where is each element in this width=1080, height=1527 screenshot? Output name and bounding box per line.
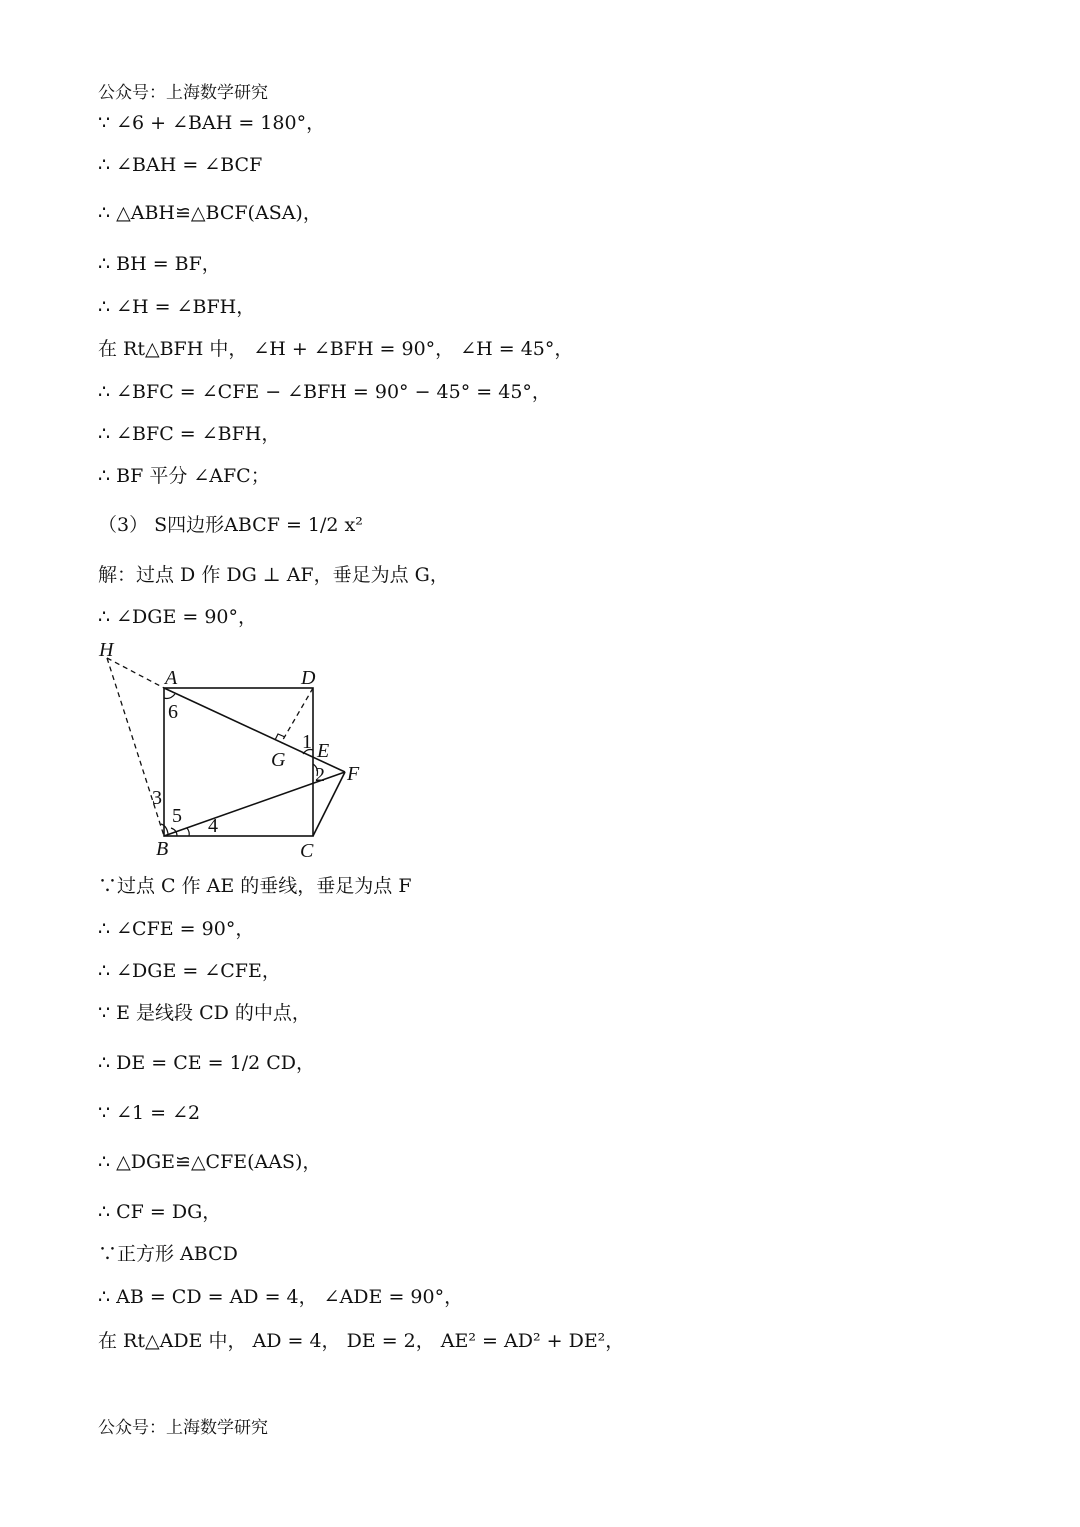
- segment-ha: [107, 658, 164, 688]
- angle-label-4: 4: [208, 815, 218, 837]
- square-diagram-svg: [95, 636, 375, 866]
- page-header: 公众号：上海数学研究: [98, 83, 268, 103]
- label-point-e: E: [317, 740, 330, 762]
- angle-label-6: 6: [168, 701, 178, 723]
- text-line: ∴ ∠BFC = ∠CFE − ∠BFH = 90° − 45° = 45°，: [98, 381, 551, 403]
- angle-label-1: 1: [302, 731, 312, 753]
- label-point-b: B: [156, 838, 169, 860]
- text-line: ∴ ∠DGE = 90°，: [98, 606, 258, 628]
- text-line: ∵ E 是线段 CD 的中点，: [98, 1002, 311, 1024]
- angle-label-2: 2: [315, 764, 325, 786]
- geometry-figure: [95, 636, 375, 866]
- text-line: ∴ AB = CD = AD = 4， ∠ADE = 90°，: [98, 1286, 464, 1308]
- text-line: ∴ ∠CFE = 90°，: [98, 918, 255, 940]
- text-line: （3） S四边形ABCF = 1/2 x²: [98, 514, 363, 536]
- angle-label-3: 3: [152, 787, 162, 809]
- text-line: ∴ △DGE≌△CFE(AAS)，: [98, 1151, 322, 1173]
- segment-hb: [107, 658, 164, 836]
- text-line: ∴ ∠BFC = ∠BFH，: [98, 423, 281, 445]
- label-point-h: H: [99, 639, 114, 661]
- text-line: ∵ ∠1 = ∠2: [98, 1102, 201, 1124]
- right-angle-mark: [275, 734, 285, 740]
- text-line: 解：过点 D 作 DG ⊥ AF，垂足为点 G，: [98, 564, 449, 586]
- page-footer: 公众号：上海数学研究: [98, 1418, 268, 1438]
- angle-arc-6: [164, 694, 175, 699]
- text-line: 在 Rt△BFH 中， ∠H + ∠BFH = 90°， ∠H = 45°，: [98, 338, 574, 360]
- text-line: ∴ ∠DGE = ∠CFE，: [98, 960, 281, 982]
- text-line: 在 Rt△ADE 中， AD = 4， DE = 2， AE² = AD² + DE²，: [98, 1330, 625, 1352]
- text-line: ∴ △ABH≌△BCF(ASA)，: [98, 202, 322, 224]
- text-line: ∴ BF 平分 ∠AFC；: [98, 465, 270, 487]
- label-point-a: A: [165, 667, 178, 689]
- text-line: ∴ ∠H = ∠BFH，: [98, 296, 256, 318]
- angle-label-5: 5: [172, 805, 182, 827]
- label-point-d: D: [301, 667, 316, 689]
- label-point-c: C: [300, 840, 314, 862]
- square-abcd: [164, 688, 313, 836]
- label-point-g: G: [271, 749, 286, 771]
- text-line: ∴ ∠BAH = ∠BCF: [98, 154, 263, 176]
- text-line: ∵正方形 ABCD: [98, 1243, 238, 1265]
- label-point-f: F: [347, 763, 360, 785]
- text-line: ∵ ∠6 + ∠BAH = 180°，: [98, 112, 326, 134]
- angle-arc-4: [187, 828, 189, 836]
- text-line: ∴ BH = BF，: [98, 253, 221, 275]
- text-line: ∴ CF = DG，: [98, 1201, 222, 1223]
- text-line: ∵过点 C 作 AE 的垂线，垂足为点 F: [98, 875, 412, 897]
- text-line: ∴ DE = CE = 1/2 CD，: [98, 1052, 316, 1074]
